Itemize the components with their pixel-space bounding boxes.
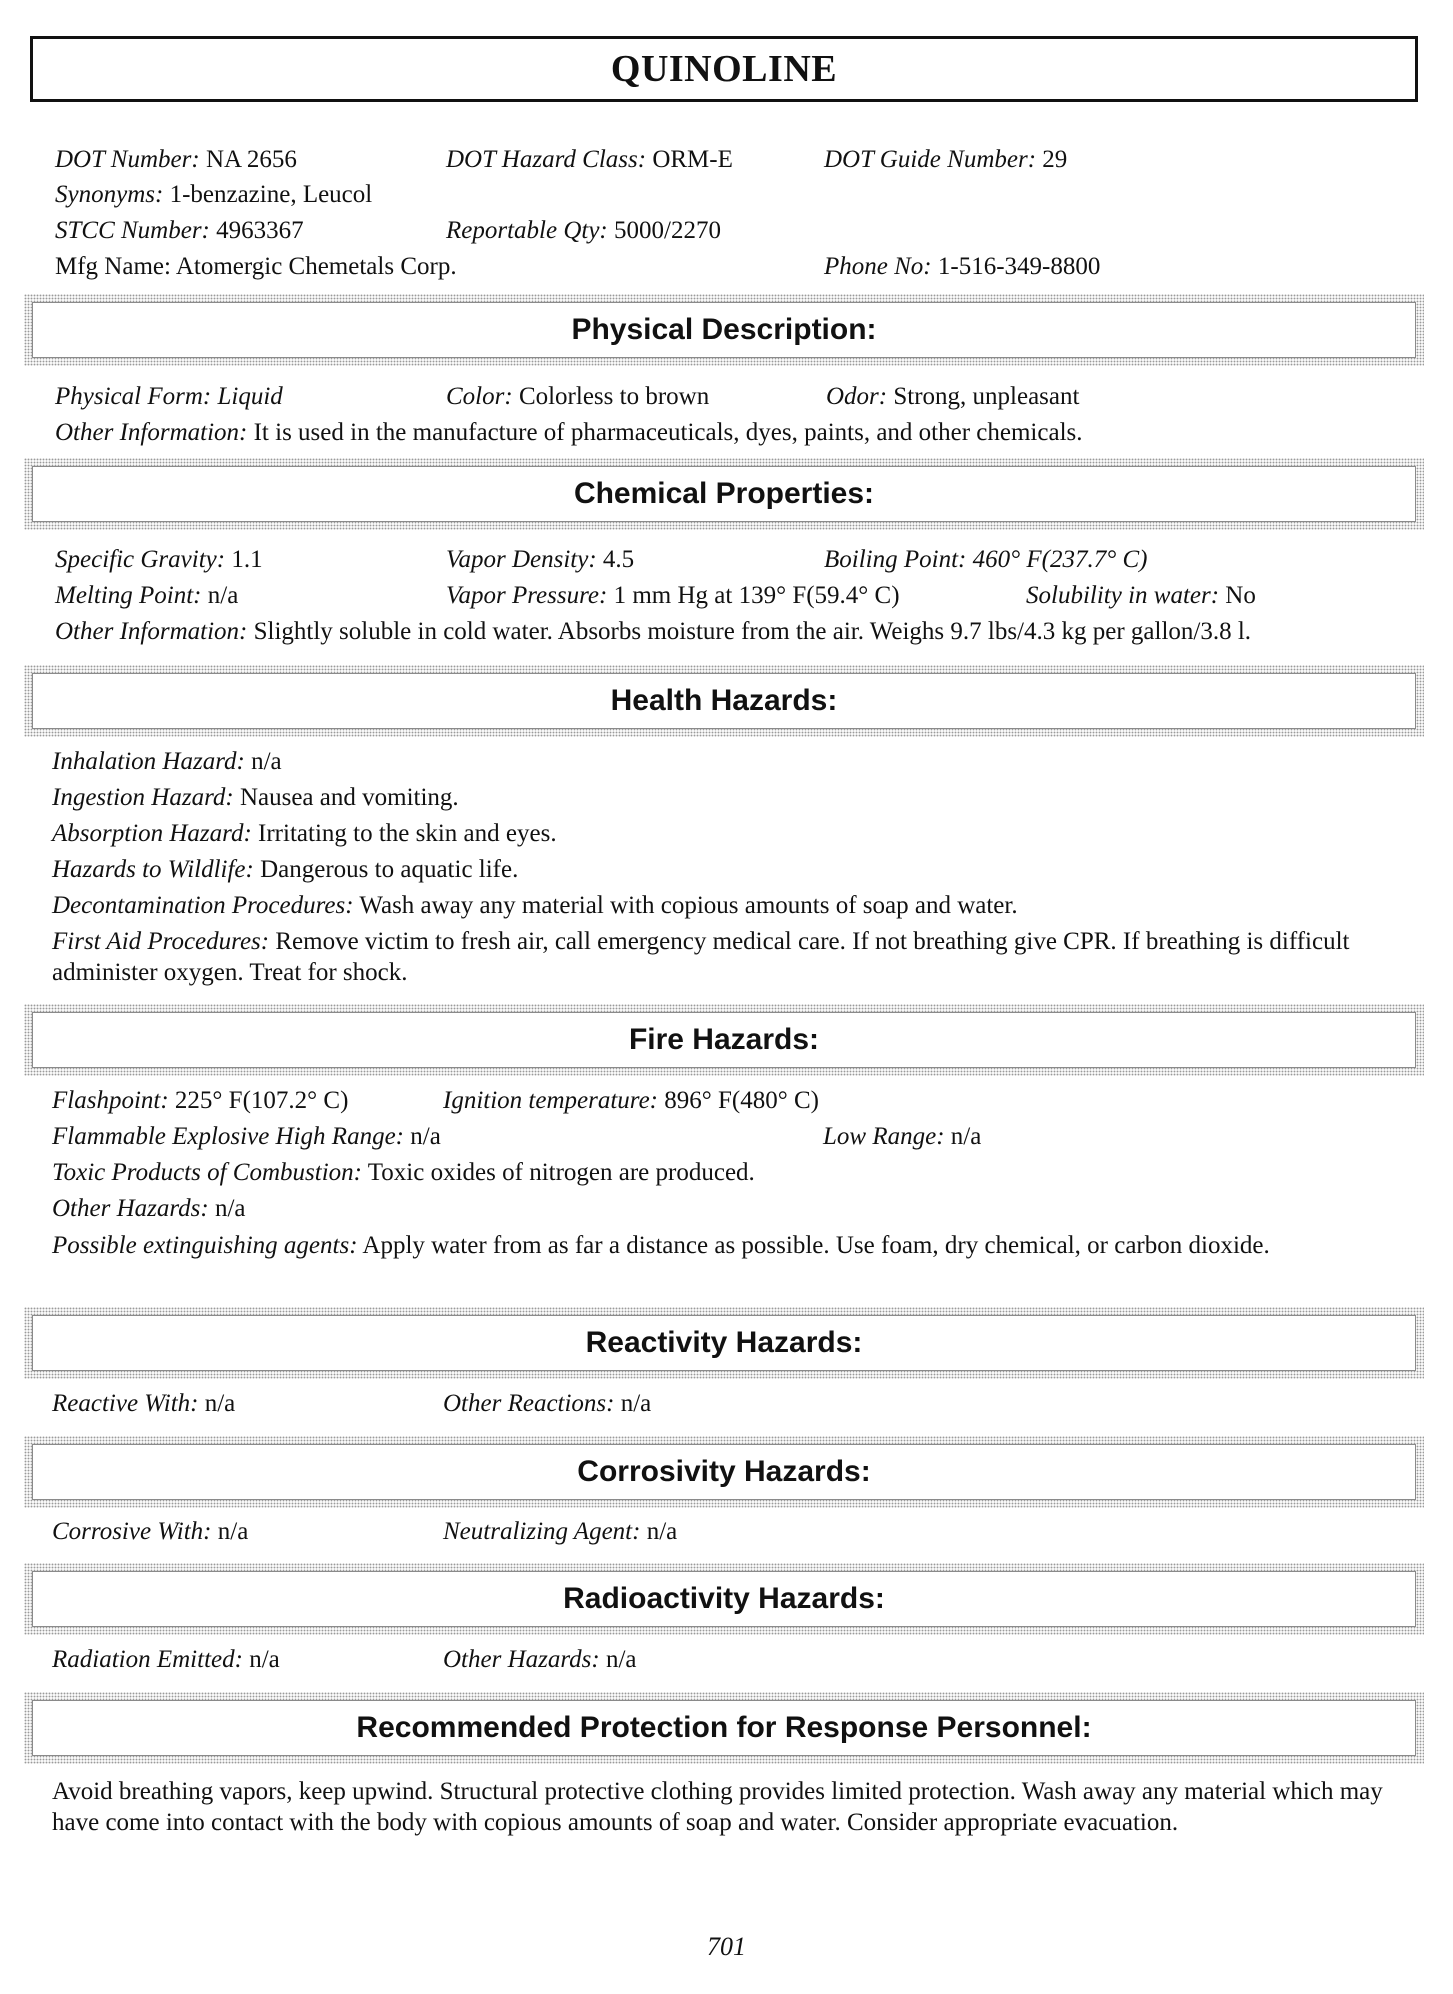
- reactive-with: Reactive With: n/a: [52, 1390, 236, 1417]
- corrosive-with: Corrosive With: n/a: [52, 1518, 249, 1545]
- specific-gravity: Specific Gravity: 1.1: [55, 546, 263, 573]
- toxic-products-of-combustion: Toxic Products of Combustion: Toxic oxides of nitrogen are produced.: [52, 1159, 755, 1186]
- solubility-in-water: Solubility in water: No: [1026, 582, 1256, 609]
- page-title: QUINOLINE: [610, 48, 838, 90]
- ingestion-hazard: Ingestion Hazard: Nausea and vomiting.: [52, 784, 459, 811]
- section-heading: Radioactivity Hazards:: [563, 1582, 885, 1615]
- chemical-other-information: Other Information: Slightly soluble in cold water. Absorbs moisture from the air. Weighs 9.7 lbs/4.3 kg per gallon/3.8 l.: [55, 618, 1252, 645]
- radioactivity-other-hazards: Other Hazards: n/a: [443, 1646, 637, 1673]
- dot-guide-number: DOT Guide Number: 29: [824, 146, 1068, 173]
- extinguishing-agents: Possible extinguishing agents: Apply water from as far a distance as possible. Use foam, dry chemical, or carbon dioxide.: [52, 1232, 1270, 1259]
- section-health-hazards: [24, 665, 1424, 737]
- physical-other-information: Other Information: It is used in the manufacture of pharmaceuticals, dyes, paints, and other chemicals.: [55, 419, 1083, 446]
- section-heading: Fire Hazards:: [628, 1023, 820, 1056]
- section-reactivity-hazards: [24, 1307, 1424, 1379]
- stcc-number: STCC Number: 4963367: [55, 217, 304, 244]
- first-aid-procedures: First Aid Procedures: Remove victim to fresh air, call emergency medical care. If not breathing give CPR. If breathing is difficult administer oxygen. Treat for shock.: [52, 928, 1350, 986]
- section-heading: Health Hazards:: [610, 684, 838, 717]
- physical-form: Physical Form: Liquid: [55, 383, 283, 410]
- vapor-density: Vapor Density: 4.5: [446, 546, 635, 573]
- low-range: Low Range: n/a: [823, 1123, 982, 1150]
- section-heading: Corrosivity Hazards:: [577, 1455, 871, 1488]
- phone-number: Phone No: 1-516-349-8800: [824, 253, 1101, 280]
- ignition-temperature: Ignition temperature: 896° F(480° C): [443, 1087, 819, 1114]
- vapor-pressure: Vapor Pressure: 1 mm Hg at 139° F(59.4° C): [446, 582, 900, 609]
- page-number: 701: [707, 1932, 746, 1961]
- melting-point: Melting Point: n/a: [55, 582, 239, 609]
- section-chemical-properties: [24, 458, 1424, 530]
- other-reactions: Other Reactions: n/a: [443, 1390, 652, 1417]
- mfg-name: Mfg Name: Atomergic Chemetals Corp.: [55, 253, 457, 280]
- section-physical-description: [24, 294, 1424, 366]
- odor: Odor: Strong, unpleasant: [826, 383, 1080, 410]
- section-fire-hazards: [24, 1004, 1424, 1076]
- dot-number: DOT Number: NA 2656: [55, 146, 297, 173]
- section-heading: Recommended Protection for Response Personnel:: [356, 1711, 1092, 1744]
- neutralizing-agent: Neutralizing Agent: n/a: [443, 1518, 678, 1545]
- title-box: [30, 36, 1418, 102]
- section-radioactivity-hazards: [24, 1563, 1424, 1635]
- hazards-to-wildlife: Hazards to Wildlife: Dangerous to aquatic life.: [52, 856, 519, 883]
- synonyms: Synonyms: 1-benzazine, Leucol: [55, 181, 373, 208]
- radiation-emitted: Radiation Emitted: n/a: [52, 1646, 280, 1673]
- flashpoint: Flashpoint: 225° F(107.2° C): [52, 1087, 349, 1114]
- section-corrosivity-hazards: [24, 1436, 1424, 1508]
- inhalation-hazard: Inhalation Hazard: n/a: [52, 748, 282, 775]
- decontamination-procedures: Decontamination Procedures: Wash away any material with copious amounts of soap and water.: [52, 892, 1018, 919]
- section-heading: Physical Description:: [571, 313, 877, 346]
- flammable-high-range: Flammable Explosive High Range: n/a: [52, 1123, 441, 1150]
- section-heading: Reactivity Hazards:: [585, 1326, 863, 1359]
- reportable-qty: Reportable Qty: 5000/2270: [446, 217, 721, 244]
- section-recommended-protection: [24, 1692, 1424, 1764]
- section-heading: Chemical Properties:: [573, 477, 875, 510]
- protection-text: Avoid breathing vapors, keep upwind. Structural protective clothing provides limited protection. Wash away any material which may have come into contact with the body with copious amounts of soap and water. Consider appropriate evacuation.: [52, 1778, 1383, 1836]
- color: Color: Colorless to brown: [446, 383, 710, 410]
- dot-hazard-class: DOT Hazard Class: ORM-E: [446, 146, 733, 173]
- fire-other-hazards: Other Hazards: n/a: [52, 1195, 246, 1222]
- boiling-point: Boiling Point: 460° F(237.7° C): [824, 546, 1148, 573]
- absorption-hazard: Absorption Hazard: Irritating to the skin and eyes.: [52, 820, 557, 847]
